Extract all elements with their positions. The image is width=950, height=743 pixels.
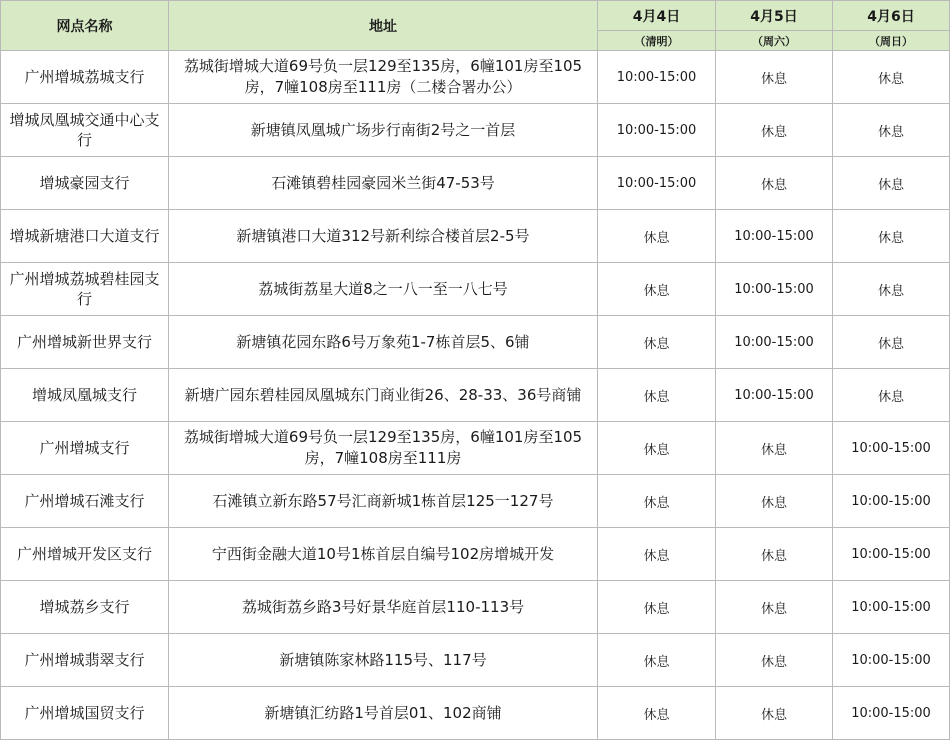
address-cell: 石滩镇立新东路57号汇商新城1栋首层125一127号 xyxy=(169,475,598,528)
hours-cell: 休息 xyxy=(716,687,833,740)
address-cell: 新塘镇港口大道312号新利综合楼首层2-5号 xyxy=(169,210,598,263)
table-row xyxy=(1,634,950,687)
table-header xyxy=(1,1,950,51)
hours-cell: 休息 xyxy=(716,634,833,687)
hours-cell: 休息 xyxy=(833,157,950,210)
branch-name-cell: 增城荔乡支行 xyxy=(1,581,169,634)
hours-cell: 休息 xyxy=(598,687,716,740)
hours-cell: 10:00-15:00 xyxy=(833,634,950,687)
address-cell: 荔城街增城大道69号负一层129至135房，6幢101房至105房，7幢108房至111房（二楼合署办公） xyxy=(169,51,598,104)
hours-cell: 休息 xyxy=(598,581,716,634)
branch-name-cell: 广州增城荔城支行 xyxy=(1,51,169,104)
hours-cell: 10:00-15:00 xyxy=(833,581,950,634)
header-day-note: （周六） xyxy=(716,31,833,51)
branch-name-cell: 广州增城荔城碧桂园支行 xyxy=(1,263,169,316)
table-row xyxy=(1,422,950,475)
address-cell: 石滩镇碧桂园豪园米兰街47-53号 xyxy=(169,157,598,210)
hours-cell: 休息 xyxy=(598,210,716,263)
table-row xyxy=(1,51,950,104)
address-cell: 新塘镇陈家林路115号、117号 xyxy=(169,634,598,687)
header-day-date: 4月4日 xyxy=(598,1,716,31)
branch-name-cell: 广州增城国贸支行 xyxy=(1,687,169,740)
address-cell: 新塘广园东碧桂园凤凰城东门商业街26、28-33、36号商铺 xyxy=(169,369,598,422)
hours-cell: 休息 xyxy=(598,316,716,369)
hours-cell: 休息 xyxy=(716,581,833,634)
hours-cell: 10:00-15:00 xyxy=(598,157,716,210)
hours-cell: 10:00-15:00 xyxy=(716,316,833,369)
table-row xyxy=(1,157,950,210)
branch-name-cell: 增城新塘港口大道支行 xyxy=(1,210,169,263)
hours-cell: 休息 xyxy=(833,104,950,157)
address-cell: 新塘镇汇纺路1号首层01、102商铺 xyxy=(169,687,598,740)
branch-name-cell: 广州增城新世界支行 xyxy=(1,316,169,369)
hours-cell: 10:00-15:00 xyxy=(716,263,833,316)
address-cell: 宁西街金融大道10号1栋首层自编号102房增城开发 xyxy=(169,528,598,581)
hours-cell: 10:00-15:00 xyxy=(833,528,950,581)
hours-cell: 休息 xyxy=(833,51,950,104)
header-address: 地址 xyxy=(169,1,598,51)
branch-name-cell: 增城凤凰城支行 xyxy=(1,369,169,422)
branch-name-cell: 广州增城翡翠支行 xyxy=(1,634,169,687)
table-body xyxy=(1,51,950,740)
address-cell: 荔城街荔星大道8之一八一至一八七号 xyxy=(169,263,598,316)
branch-name-cell: 增城豪园支行 xyxy=(1,157,169,210)
hours-cell: 休息 xyxy=(598,263,716,316)
hours-cell: 休息 xyxy=(833,210,950,263)
hours-cell: 休息 xyxy=(716,475,833,528)
table-row xyxy=(1,369,950,422)
table-row xyxy=(1,104,950,157)
hours-cell: 休息 xyxy=(598,475,716,528)
address-cell: 荔城街增城大道69号负一层129至135房，6幢101房至105房，7幢108房至111房 xyxy=(169,422,598,475)
branch-name-cell: 广州增城支行 xyxy=(1,422,169,475)
table-row xyxy=(1,687,950,740)
table-row xyxy=(1,316,950,369)
header-day-note: （清明） xyxy=(598,31,716,51)
hours-cell: 休息 xyxy=(833,316,950,369)
header-day-date: 4月5日 xyxy=(716,1,833,31)
table-row xyxy=(1,528,950,581)
hours-cell: 休息 xyxy=(598,528,716,581)
table-row xyxy=(1,210,950,263)
hours-cell: 10:00-15:00 xyxy=(833,422,950,475)
header-day-note: （周日） xyxy=(833,31,950,51)
hours-cell: 休息 xyxy=(598,369,716,422)
address-cell: 荔城街荔乡路3号好景华庭首层110-113号 xyxy=(169,581,598,634)
hours-cell: 10:00-15:00 xyxy=(833,687,950,740)
table-row xyxy=(1,581,950,634)
hours-cell: 休息 xyxy=(598,422,716,475)
hours-cell: 10:00-15:00 xyxy=(598,104,716,157)
address-cell: 新塘镇花园东路6号万象苑1-7栋首层5、6铺 xyxy=(169,316,598,369)
branch-name-cell: 广州增城石滩支行 xyxy=(1,475,169,528)
hours-cell: 休息 xyxy=(716,422,833,475)
address-cell: 新塘镇凤凰城广场步行南街2号之一首层 xyxy=(169,104,598,157)
header-branch-name: 网点名称 xyxy=(1,1,169,51)
header-day-date: 4月6日 xyxy=(833,1,950,31)
table-row xyxy=(1,475,950,528)
hours-cell: 休息 xyxy=(716,528,833,581)
branch-name-cell: 广州增城开发区支行 xyxy=(1,528,169,581)
hours-cell: 10:00-15:00 xyxy=(716,369,833,422)
hours-cell: 休息 xyxy=(833,369,950,422)
hours-cell: 休息 xyxy=(716,51,833,104)
hours-cell: 10:00-15:00 xyxy=(598,51,716,104)
hours-cell: 休息 xyxy=(716,104,833,157)
hours-cell: 休息 xyxy=(716,157,833,210)
branch-name-cell: 增城凤凰城交通中心支行 xyxy=(1,104,169,157)
header-row xyxy=(1,1,950,31)
table-row xyxy=(1,263,950,316)
hours-cell: 休息 xyxy=(598,634,716,687)
hours-cell: 休息 xyxy=(833,263,950,316)
hours-cell: 10:00-15:00 xyxy=(833,475,950,528)
hours-cell: 10:00-15:00 xyxy=(716,210,833,263)
